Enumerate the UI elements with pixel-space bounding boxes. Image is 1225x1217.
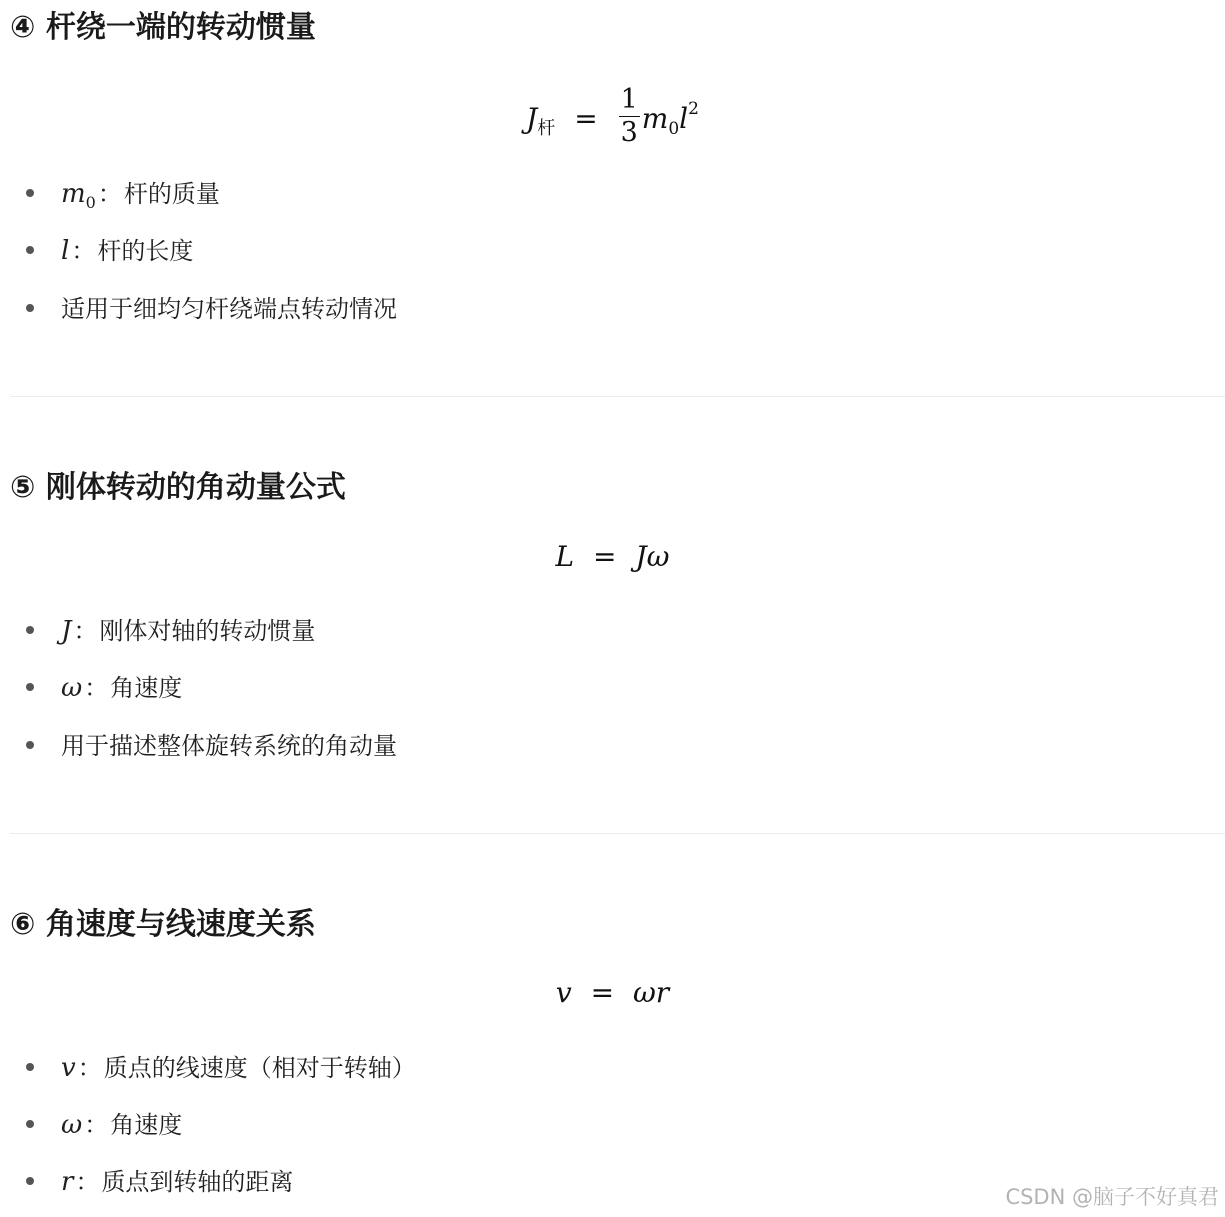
formula-angular-momentum [0, 537, 1225, 577]
section-number: ⑤ [10, 470, 36, 505]
formula-equals: = [590, 976, 615, 1009]
formula-rod-inertia [0, 84, 1225, 153]
colon: ： [97, 180, 122, 208]
bullet-dot [26, 1063, 34, 1071]
section-number: ⑥ [10, 907, 36, 942]
bullet-dot [26, 626, 34, 634]
bullet-dot [26, 246, 34, 254]
colon: ： [84, 674, 109, 702]
list-item [26, 668, 182, 708]
section-number: ④ [10, 10, 36, 45]
bullet-text: 角速度 [110, 674, 183, 702]
bullet-text: 刚体对轴的转动惯量 [99, 617, 316, 645]
section-divider [10, 396, 1225, 397]
section-title: 角速度与线速度关系 [45, 907, 316, 942]
colon: ： [71, 237, 96, 265]
bullet-text: 杆的质量 [123, 180, 220, 208]
section-title: 刚体转动的角动量公式 [45, 470, 346, 505]
list-item [26, 231, 193, 271]
colon: ： [77, 1054, 102, 1082]
list-item [26, 174, 220, 214]
list-item [26, 1048, 416, 1088]
variable-symbol: ω [61, 1110, 83, 1140]
bullet-text: 杆的长度 [97, 237, 194, 265]
formula-symbol-omega: ω [646, 540, 670, 573]
list-item [26, 726, 397, 766]
formula-symbol-omega: ω [632, 976, 656, 1009]
bullet-dot [26, 189, 34, 197]
formula-fraction [619, 84, 640, 149]
bullet-dot [26, 741, 34, 749]
formula-symbol-l: l [679, 102, 689, 135]
list-item [26, 611, 315, 651]
formula-symbol-v: v [555, 976, 572, 1009]
colon: ： [84, 1111, 109, 1139]
formula-subscript-0: 0 [668, 119, 680, 139]
variable-symbol: ω [61, 673, 83, 703]
variable-symbol: v [61, 1053, 76, 1083]
fraction-denominator: 3 [620, 117, 638, 148]
bullet-dot [26, 1177, 34, 1185]
bullet-text: 质点到转轴的距离 [101, 1168, 294, 1196]
bullet-text: 角速度 [110, 1111, 183, 1139]
section-heading [10, 468, 346, 508]
list-item [26, 289, 397, 329]
bullet-dot [26, 304, 34, 312]
formula-velocity-relation [0, 973, 1225, 1013]
bullet-dot [26, 683, 34, 691]
formula-symbol-l: L [555, 540, 575, 573]
formula-symbol-j: J [635, 540, 647, 573]
bullet-text: 适用于细均匀杆绕端点转动情况 [61, 295, 397, 323]
variable-symbol: r [61, 1167, 74, 1197]
variable-symbol: J [61, 616, 72, 646]
colon: ： [73, 617, 98, 645]
formula-symbol-r: r [655, 976, 670, 1009]
formula-symbol-m: m [641, 102, 669, 135]
section-heading [10, 8, 316, 48]
bullet-text: 质点的线速度（相对于转轴） [103, 1054, 416, 1082]
formula-equals: = [593, 540, 617, 573]
formula-symbol-j: J [526, 102, 538, 135]
bullet-text: 用于描述整体旋转系统的角动量 [61, 732, 397, 760]
colon: ： [75, 1168, 100, 1196]
section-divider [10, 833, 1225, 834]
section-title: 杆绕一端的转动惯量 [45, 10, 316, 45]
list-item [26, 1105, 182, 1145]
fraction-numerator: 1 [620, 84, 638, 115]
formula-subscript: 杆 [537, 118, 556, 139]
variable-symbol: l [61, 236, 70, 266]
list-item [26, 1162, 293, 1202]
variable-symbol: $m_0$ [61, 179, 96, 212]
watermark: CSDN @脑子不好真君 [1005, 1185, 1219, 1209]
formula-exponent: 2 [688, 99, 699, 119]
section-heading [10, 905, 316, 945]
formula-equals: = [574, 102, 598, 135]
bullet-dot [26, 1120, 34, 1128]
